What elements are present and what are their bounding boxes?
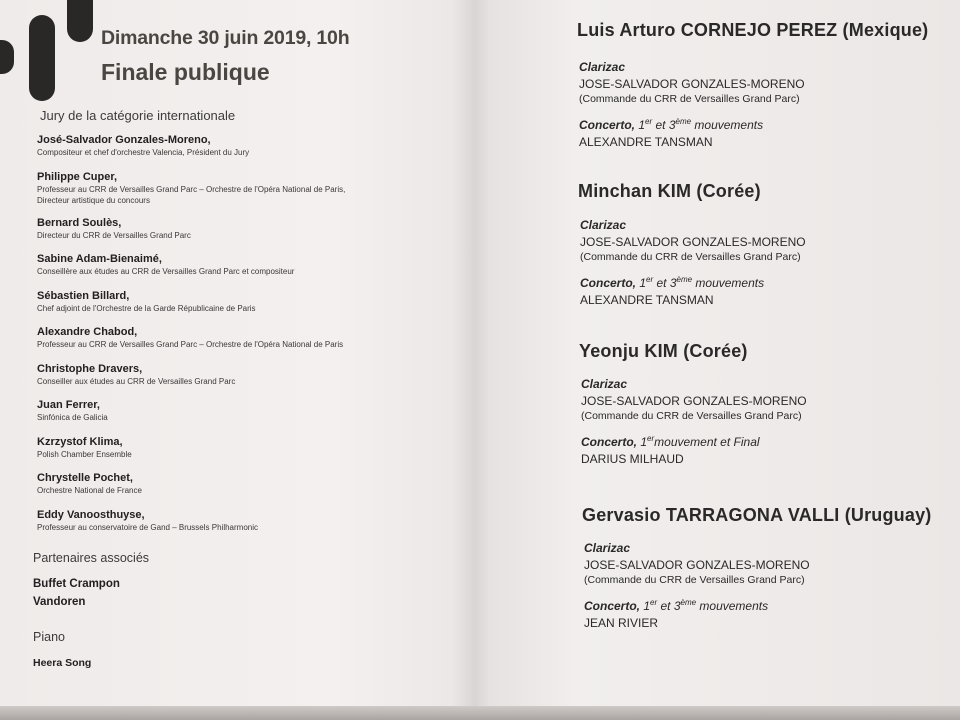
pianist-name: Heera Song — [33, 657, 92, 669]
logo-short-bar — [67, 0, 93, 42]
jury-member-role-extra: Directeur artistique du concours — [37, 195, 150, 205]
piece-block — [581, 377, 807, 422]
jury-member-name: Eddy Vanoosthuyse, — [37, 508, 145, 521]
piece-title: Concerto, 1ermouvement et Final — [581, 434, 760, 449]
jury-member-role: Polish Chamber Ensemble — [37, 449, 132, 459]
piece-title: Concerto, 1er et 3ème mouvements — [580, 275, 765, 290]
jury-member — [37, 472, 437, 509]
jury-member-role: Conseiller aux études au CRR de Versailles Grand Parc — [37, 376, 236, 386]
piece-block — [579, 117, 928, 149]
jury-member-role: Conseillère aux études au CRR de Versailles Grand Parc et compositeur — [37, 267, 295, 276]
piece-block — [581, 434, 807, 466]
jury-member — [37, 217, 437, 254]
jury-heading: Jury de la catégorie internationale — [40, 108, 236, 123]
jury-member-role: Orchestre National de France — [37, 486, 142, 495]
jury-member — [37, 436, 437, 473]
jury-member — [37, 253, 437, 290]
piece-block — [580, 275, 806, 307]
piece-title: Clarizac — [584, 541, 631, 555]
jury-member-name: Christophe Dravers, — [37, 362, 143, 375]
logo-tall-bar — [29, 15, 55, 101]
jury-member — [37, 363, 437, 400]
composer-name: JEAN RIVIER — [584, 616, 659, 630]
commission-note: (Commande du CRR de Versailles Grand Parc) — [580, 251, 801, 263]
piece-block — [584, 598, 932, 630]
jury-member-name: Alexandre Chabod, — [37, 326, 138, 338]
jury-member-role: Professeur au CRR de Versailles Grand Parc – Orchestre de l'Opéra National de Paris, — [37, 184, 346, 194]
commission-note: (Commande du CRR de Versailles Grand Parc) — [579, 93, 800, 105]
jury-member-name: Juan Ferrer, — [37, 399, 100, 411]
piece-title: Concerto, 1er et 3ème mouvements — [584, 598, 769, 613]
jury-member-name: Kzrzystof Klima, — [37, 435, 123, 448]
piece-block — [579, 60, 928, 105]
candidate-block — [582, 505, 932, 630]
candidate-name: Yeonju KIM (Corée) — [579, 341, 748, 361]
jury-member — [37, 171, 437, 217]
piece-block — [584, 541, 932, 586]
candidate-block — [578, 181, 806, 307]
concert-date: Dimanche 30 juin 2019, 10h — [101, 27, 350, 49]
program-header — [101, 27, 349, 86]
piece-title: Concerto, 1er et 3ème mouvements — [579, 117, 764, 132]
jury-member — [37, 399, 437, 436]
jury-member-name: Bernard Soulès, — [37, 216, 122, 229]
composer-name: DARIUS MILHAUD — [581, 452, 684, 466]
jury-member-role: Professeur au CRR de Versailles Grand Parc – Orchestre de l'Opéra National de Paris — [37, 340, 344, 349]
composer-name: JOSE-SALVADOR GONZALES-MORENO — [584, 558, 810, 572]
jury-member — [37, 134, 437, 171]
jury-member-name: Chrystelle Pochet, — [37, 472, 133, 484]
composer-name: JOSE-SALVADOR GONZALES-MORENO — [579, 77, 805, 91]
jury-member-role: Directeur du CRR de Versailles Grand Parc — [37, 230, 191, 240]
jury-member-role: Sinfónica de Galicia — [37, 413, 108, 422]
jury-member-name: Sébastien Billard, — [37, 289, 130, 302]
jury-member-role: Chef adjoint de l'Orchestre de la Garde Républicaine de Paris — [37, 303, 256, 313]
jury-member-role: Compositeur et chef d'orchestre Valencia, Président du Jury — [37, 148, 250, 157]
candidate-name: Gervasio TARRAGONA VALLI (Uruguay) — [582, 505, 932, 525]
jury-member — [37, 326, 437, 363]
partner-name: Buffet Crampon — [33, 578, 120, 590]
composer-name: ALEXANDRE TANSMAN — [579, 135, 713, 149]
commission-note: (Commande du CRR de Versailles Grand Parc) — [584, 574, 805, 586]
jury-member-role: Professeur au conservatoire de Gand – Brussels Philharmonic — [37, 522, 258, 532]
jury-member-name: Philippe Cuper, — [37, 170, 118, 183]
candidate-block — [579, 341, 807, 466]
jury-list — [37, 134, 437, 545]
candidate-block — [577, 20, 928, 149]
composer-name: ALEXANDRE TANSMAN — [580, 293, 714, 307]
candidate-name: Luis Arturo CORNEJO PEREZ (Mexique) — [577, 20, 929, 40]
candidate-name: Minchan KIM (Corée) — [578, 181, 761, 201]
composer-name: JOSE-SALVADOR GONZALES-MORENO — [580, 235, 806, 249]
composer-name: JOSE-SALVADOR GONZALES-MORENO — [581, 394, 807, 408]
jury-member — [37, 509, 437, 546]
jury-member-name: Sabine Adam-Bienaimé, — [37, 253, 162, 265]
jury-member — [37, 290, 437, 327]
commission-note: (Commande du CRR de Versailles Grand Parc) — [581, 410, 802, 422]
jury-member-name: José-Salvador Gonzales-Moreno, — [37, 134, 211, 146]
piece-title: Clarizac — [579, 60, 626, 74]
partner-name: Vandoren — [33, 596, 86, 608]
piece-title: Clarizac — [581, 377, 628, 391]
partners-heading: Partenaires associés — [33, 551, 150, 565]
piece-title: Clarizac — [580, 218, 627, 232]
page-title: Finale publique — [101, 59, 270, 85]
piano-heading: Piano — [33, 630, 65, 644]
piece-block — [580, 218, 806, 263]
page-bottom-shadow — [0, 706, 960, 720]
